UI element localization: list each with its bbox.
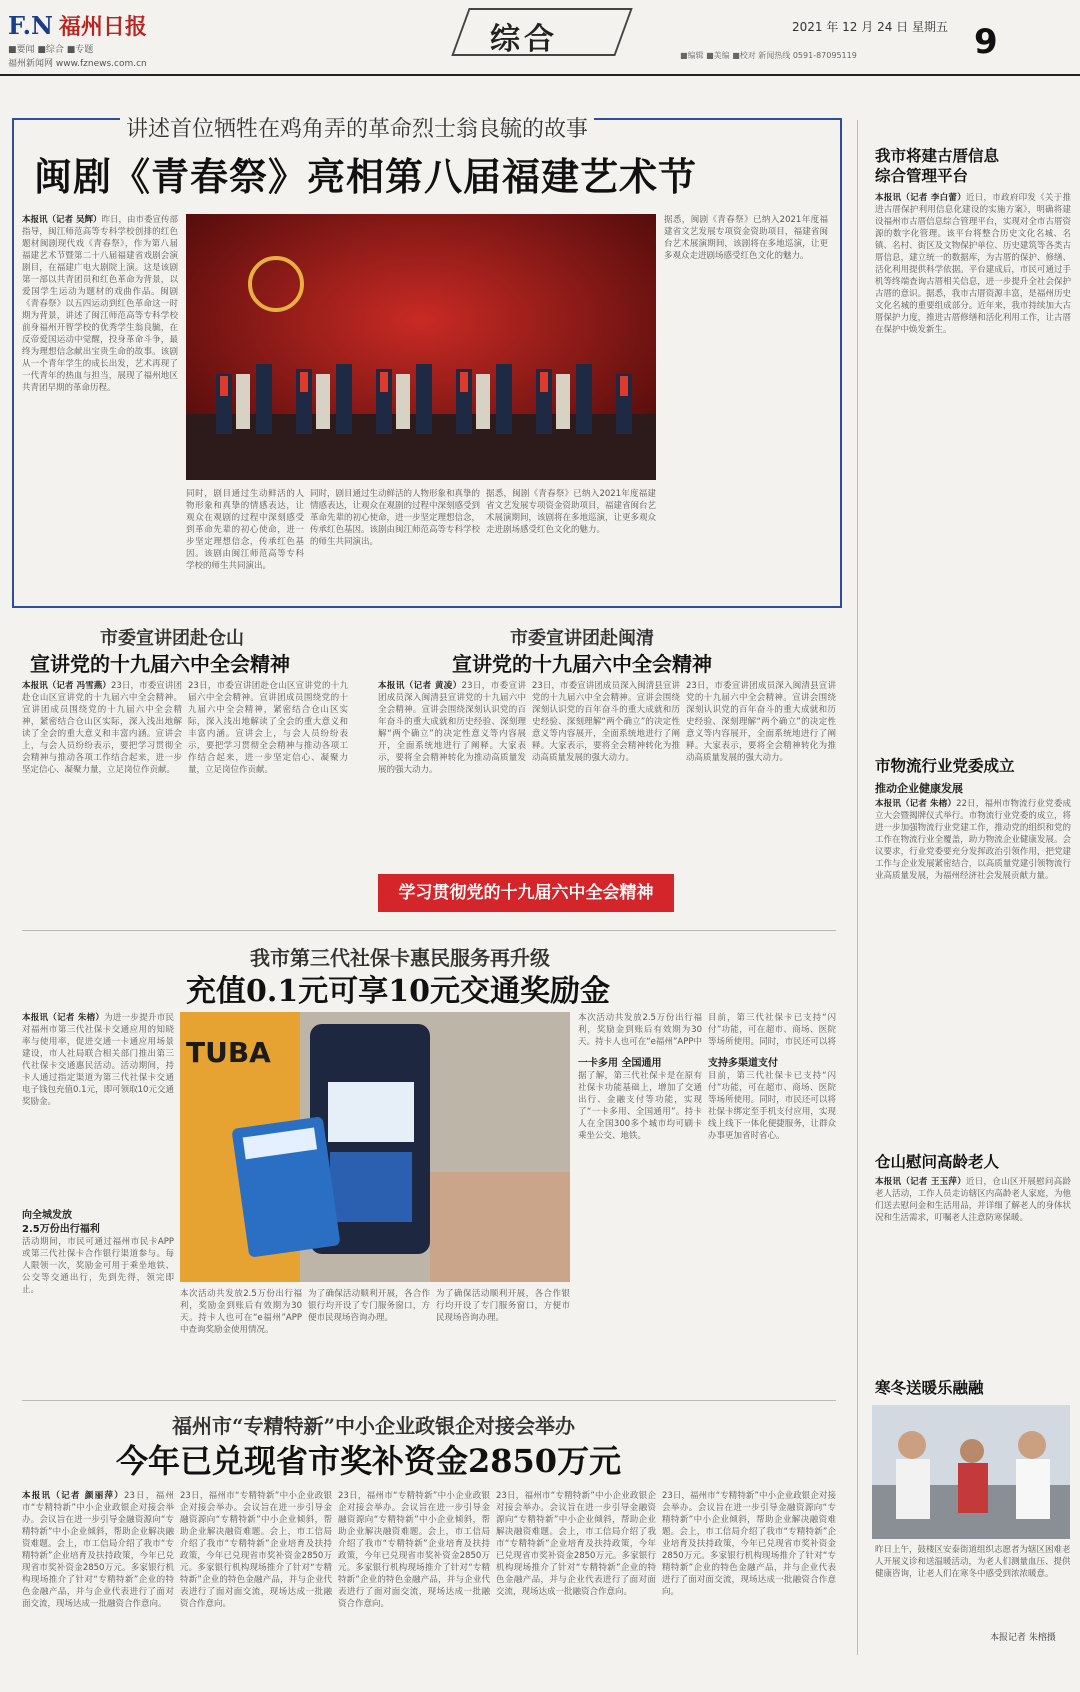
article2-body-col2: 23日，市委宣讲团赴仓山区宣讲党的十九届六中全会精神。宣讲团成员围绕党的十九届六中全会精神，紧密结合仓山区实际，深入浅出地解读了全会的重大意义和丰富内涵。宣讲会上，与会人员纷纷表示，要把学习贯彻全会精神与推动各项工作结合起来，进一步坚定信心、凝聚力量，立足岗位作贡献。	[188, 681, 348, 775]
article9-credit: 本报记者 朱榕摄	[990, 1633, 1056, 1643]
article7-byline: 本报讯（记者 朱榕）	[875, 799, 957, 809]
article4-body-right-top: 目前，第三代社保卡已支持“闪付”功能，可在超市、商场、医院等场所使用。同时，市民还可以将	[708, 1013, 836, 1047]
article4-body-mid-2: 为了确保活动顺利开展，各合作银行均开设了专门服务窗口，方便市民现场咨询办理。	[308, 1289, 430, 1323]
article2-kicker: 市委宣讲团赴仓山	[100, 628, 244, 649]
article5-body-col2: 23日，福州市“专精特新”中小企业政银企对接会举办。会议旨在进一步引导金融资源向“专精特新”中小企业倾斜，帮助企业解决融资难题。会上，市工信局介绍了我市“专精特新”企业培育及扶持政策，今年已兑现省市奖补资金2850万元。多家银行机构现场推介了针对“专精特新”企业的特色金融产品，并与企业代表进行了面对面交流，现场达成一批融资合作意向。	[180, 1491, 332, 1609]
article5-body-col1	[22, 1490, 174, 1654]
article4-body-left	[22, 1012, 174, 1202]
article8-byline: 本报讯（记者 王玉萍）	[875, 1177, 966, 1187]
article4-body-mid-2b: 为了确保活动顺利开展，各合作银行均开设了专门服务窗口，方便市民现场咨询办理。	[436, 1289, 570, 1323]
article1-kicker: 讲述首位牺牲在鸡角弄的革命烈士翁良毓的故事	[120, 112, 594, 143]
article1-headline: 闽剧《青春祭》亮相第八届福建艺术节	[34, 154, 698, 199]
article9-headline: 寒冬送暖乐融融	[875, 1378, 984, 1397]
article2-byline: 本报讯（记者 冯雪燕）	[22, 681, 112, 691]
article3-headline: 宣讲党的十九届六中全会精神	[452, 652, 712, 676]
article4-subhead-left-2: 2.5万份出行福利	[22, 1224, 100, 1235]
article6-byline: 本报讯（记者 李白蕾）	[875, 193, 966, 203]
article4-body-left-text: 为进一步提升市民对福州市第三代社保卡交通应用的知晓率与使用率，促进交通一卡通应用场景建设，市人社局联合相关部门推出第三代社保卡交通惠民活动。活动期间，持卡人通过指定渠道为第三代社保卡交通电子钱包充值0.1元，即可领取10元交通奖励金。	[22, 1013, 174, 1107]
article1-body-mid-3: 据悉，闽剧《青春祭》已纳入2021年度福建省文艺发展专项资金资助项目，福建省闽台艺术展演期间，该剧将在多地巡演，让更多观众走进剧场感受红色文化的魅力。	[486, 489, 656, 535]
social-security-card-photo	[180, 1012, 570, 1282]
article3-body-text: 23日，市委宣讲团成员深入闽清县宣讲党的十九届六中全会精神。宣讲会围绕深刻认识党的百年奋斗的重大成就和历史经验、深刻理解“两个确立”的决定性意义等内容展开，全面系统地进行了阐释。大家表示，要将全会精神转化为推动高质量发展的强大动力。	[378, 681, 526, 775]
article4-body-left-2: 活动期间，市民可通过福州市民卡APP或第三代社保卡合作银行渠道参与。每人限领一次，奖励金可用于乘坐地铁、公交等交通出行，先到先得，领完即止。	[22, 1237, 174, 1295]
masthead-small-line-1: ■要闻 ■综合 ■专题	[8, 45, 94, 55]
article5-body-text: 23日，福州市“专精特新”中小企业政银企对接会举办。会议旨在进一步引导金融资源向“专精特新”中小企业倾斜，帮助企业解决融资难题。会上，市工信局介绍了我市“专精特新”企业培育及扶持政策，今年已兑现省市奖补资金2850万元。多家银行机构现场推介了针对“专精特新”企业的特色金融产品，并与企业代表进行了面对面交流，现场达成一批融资合作意向。	[22, 1491, 174, 1609]
article1-body-right: 据悉，闽剧《青春祭》已纳入2021年度福建省文艺发展专项资金资助项目，福建省闽台艺术展演期间，该剧将在多地巡演，让更多观众走进剧场感受红色文化的魅力。	[664, 215, 828, 261]
article3-body-col3: 23日，市委宣讲团成员深入闽清县宣讲党的十九届六中全会精神。宣讲会围绕深刻认识党的百年奋斗的重大成就和历史经验、深刻理解“两个确立”的决定性意义等内容展开，全面系统地进行了阐释。大家表示，要将全会精神转化为推动高质量发展的强大动力。	[686, 681, 836, 763]
article1-body-left	[22, 214, 178, 596]
article2-headline: 宣讲党的十九届六中全会精神	[30, 652, 290, 676]
article6-headline-line2: 综合管理平台	[875, 166, 969, 185]
article4-kicker: 我市第三代社保卡惠民服务再升级	[250, 946, 550, 970]
opera-stage-image	[186, 214, 656, 480]
article6-headline-line1: 我市将建古厝信息	[875, 146, 1000, 165]
article3-byline: 本报讯（记者 黄凌）	[378, 681, 462, 691]
article5-byline: 本报讯（记者 颜丽萍）	[22, 1491, 125, 1501]
article6-body	[875, 192, 1071, 740]
article5-body-col5: 23日，福州市“专精特新”中小企业政银企对接会举办。会议旨在进一步引导金融资源向“专精特新”中小企业倾斜，帮助企业解决融资难题。会上，市工信局介绍了我市“专精特新”企业培育及扶持政策，今年已兑现省市奖补资金2850万元。多家银行机构现场推介了针对“专精特新”企业的特色金融产品，并与企业代表进行了面对面交流，现场达成一批融资合作意向。	[662, 1491, 836, 1597]
svg-text:TUBA: TUBA	[186, 1036, 271, 1069]
section-separator-1	[22, 930, 836, 931]
masthead-small-line-2: 福州新闻网 www.fznews.com.cn	[8, 59, 147, 69]
article8-body	[875, 1176, 1071, 1366]
article7-subhead: 推动企业健康发展	[875, 782, 963, 795]
article3-body-col1	[378, 680, 526, 870]
article4-subhead-left-1: 向全城发放	[22, 1210, 72, 1221]
article4-byline: 本报讯（记者 朱榕）	[22, 1013, 105, 1023]
article2-body-col1	[22, 680, 182, 920]
article4-subhead-mid: 一卡多用 全国通用	[578, 1058, 662, 1069]
masthead	[0, 0, 1080, 76]
article7-headline: 市物流行业党委成立	[875, 756, 1015, 775]
article5-body-col3: 23日，福州市“专精特新”中小企业政银企对接会举办。会议旨在进一步引导金融资源向“专精特新”中小企业倾斜，帮助企业解决融资难题。会上，市工信局介绍了我市“专精特新”企业培育及扶持政策，今年已兑现省市奖补资金2850万元。多家银行机构现场推介了针对“专精特新”企业的特色金融产品，并与企业代表进行了面对面交流，现场达成一批融资合作意向。	[338, 1491, 490, 1609]
volunteer-photo	[872, 1405, 1070, 1539]
opera-stage-photo	[186, 214, 656, 480]
article8-body-text: 近日，仓山区开展慰问高龄老人活动，工作人员走访辖区内高龄老人家庭，为他们送去慰问金和生活用品，并详细了解老人的身体状况和生活需求，叮嘱老人注意防寒保暖。	[875, 1177, 1071, 1223]
article7-body-text: 22日，福州市物流行业党委成立大会暨揭牌仪式举行。市物流行业党委的成立，将进一步加强物流行业党建工作，推动党的组织和党的工作在物流行业全覆盖，助力物流企业健康发展。会议要求，行业党委要充分发挥政治引领作用，把党建工作与企业发展紧密结合，以高质量党建引领物流行业高质量发展，为福州经济社会发展贡献力量。	[875, 799, 1071, 881]
article4-body-right: 目前，第三代社保卡已支持“闪付”功能，可在超市、商场、医院等场所使用。同时，市民还可以将社保卡绑定至手机支付应用，实现线上线下一体化便捷服务，让群众办事更加省时省心。	[708, 1071, 836, 1141]
article8-headline: 仓山慰问高龄老人	[875, 1152, 1000, 1171]
article9-caption: 昨日上午，鼓楼区安泰街道组织志愿者为辖区困难老人开展义诊和送温暖活动，为老人们测量血压、提供健康咨询，让老人们在寒冬中感受到浓浓暖意。	[875, 1545, 1071, 1579]
article5-kicker: 福州市“专精特新”中小企业政银企对接会举办	[172, 1414, 576, 1438]
page-number: 9	[974, 22, 998, 62]
article1-body-mid: 同时，剧目通过生动鲜活的人物形象和真挚的情感表达，让观众在观剧的过程中深刻感受到革命先辈的初心使命，进一步坚定理想信念，传承红色基因。该剧由闽江师范高等专科学校的师生共同演出。	[186, 489, 304, 571]
article4-body-mid-3: 据了解，第三代社保卡是在原有社保卡功能基础上，增加了交通出行、金融支付等功能，实现了“一卡多用、全国通用”。持卡人在全国300多个城市均可刷卡乘坐公交、地铁。	[578, 1071, 702, 1141]
article4-subhead-right: 支持多渠道支付	[708, 1058, 778, 1069]
column-divider	[857, 120, 858, 1655]
masthead-note: ■编辑 ■美编 ■校对 新闻热线 0591-87095119	[680, 51, 857, 60]
study-banner: 学习贯彻党的十九届六中全会精神	[378, 874, 674, 912]
article4-headline: 充值0.1元可享10元交通奖励金	[186, 974, 610, 1009]
issue-date: 2021 年 12 月 24 日 星期五	[792, 20, 948, 34]
article3-body-col2: 23日，市委宣讲团成员深入闽清县宣讲党的十九届六中全会精神。宣讲会围绕深刻认识党的百年奋斗的重大成就和历史经验、深刻理解“两个确立”的决定性意义等内容展开，全面系统地进行了阐释。大家表示，要将全会精神转化为推动高质量发展的强大动力。	[532, 681, 680, 763]
article7-body	[875, 798, 1071, 1138]
article5-headline: 今年已兑现省市奖补资金2850万元	[116, 1442, 622, 1480]
volunteer-image	[872, 1405, 1070, 1539]
section-separator-2	[22, 1400, 836, 1401]
article2-body-text: 23日，市委宣讲团赴仓山区宣讲党的十九届六中全会精神。宣讲团成员围绕党的十九届六中全会精神，紧密结合仓山区实际，深入浅出地解读了全会的重大意义和丰富内涵。宣讲会上，与会人员纷纷表示，要把学习贯彻全会精神与推动各项工作结合起来，进一步坚定信心、凝聚力量，立足岗位作贡献。	[22, 681, 182, 775]
logo-name: 福州日报	[58, 14, 147, 40]
article4-body-mid-top: 本次活动共发放2.5万份出行福利，奖励金到账后有效期为30天。持卡人也可在“e福州”APP中	[578, 1013, 702, 1047]
article4-body-mid: 本次活动共发放2.5万份出行福利，奖励金到账后有效期为30天。持卡人也可在“e福州”APP中查询奖励金使用情况。	[180, 1289, 302, 1335]
article1-body-mid-2: 同时，剧目通过生动鲜活的人物形象和真挚的情感表达，让观众在观剧的过程中深刻感受到革命先辈的初心使命，进一步坚定理想信念，传承红色基因。该剧由闽江师范高等专科学校的师生共同演出。	[310, 489, 480, 547]
article3-kicker: 市委宣讲团赴闽清	[510, 628, 654, 649]
article5-body-col4: 23日，福州市“专精特新”中小企业政银企对接会举办。会议旨在进一步引导金融资源向“专精特新”中小企业倾斜，帮助企业解决融资难题。会上，市工信局介绍了我市“专精特新”企业培育及扶持政策，今年已兑现省市奖补资金2850万元。多家银行机构现场推介了针对“专精特新”企业的特色金融产品，并与企业代表进行了面对面交流，现场达成一批融资合作意向。	[496, 1491, 656, 1597]
newspaper-logo	[8, 10, 147, 41]
card-reader-image	[180, 1012, 570, 1282]
section-name: 综合	[490, 22, 558, 57]
article6-body-text: 近日，市政府印发《关于推进古厝保护利用信息化建设的实施方案》，明确将建设福州市古厝信息综合管理平台，实现对全市古厝资源的数字化管理。该平台将整合历史文化名城、名镇、名村、街区及文物保护单位、历史建筑等各类古厝信息，建立统一的数据库，为古厝的保护、修缮、活化利用提供科学依据。平台建成后，市民可通过手机等终端查询古厝相关信息，进一步提升全社会保护古厝的意识。据悉，我市古厝资源丰富，是福州历史文化名城的重要组成部分。近年来，我市持续加大古厝保护力度，推进古厝修缮和活化利用工作，让古厝在保护中焕发新生。	[875, 193, 1071, 335]
article1-body-left-text: 昨日，由市委宣传部指导，闽江师范高等专科学校创排的红色题材闽剧现代戏《青春祭》，作为第八届福建艺术节暨第二十八届福建省戏剧会演剧目，在福建广电大剧院上演。这是该剧第一部以共青团员和红色革命为背景，以爱国学生运动为题材的戏曲作品。闽剧《青春祭》以五四运动到红色革命这一时期为背景，讲述了闽江师范高等专科学校前身福州开智学校的优秀学生翁良毓，在反帝爱国运动中觉醒，投身革命斗争，最终为理想信念献出宝贵生命的故事。该剧从一个青年学生的成长出发，艺术再现了一代青年的热血与担当，展现了福州地区共青团早期的革命历程。	[22, 215, 178, 393]
logo-fn: F.N	[8, 11, 53, 40]
article1-byline: 本报讯（记者 吴辉）	[22, 215, 102, 225]
